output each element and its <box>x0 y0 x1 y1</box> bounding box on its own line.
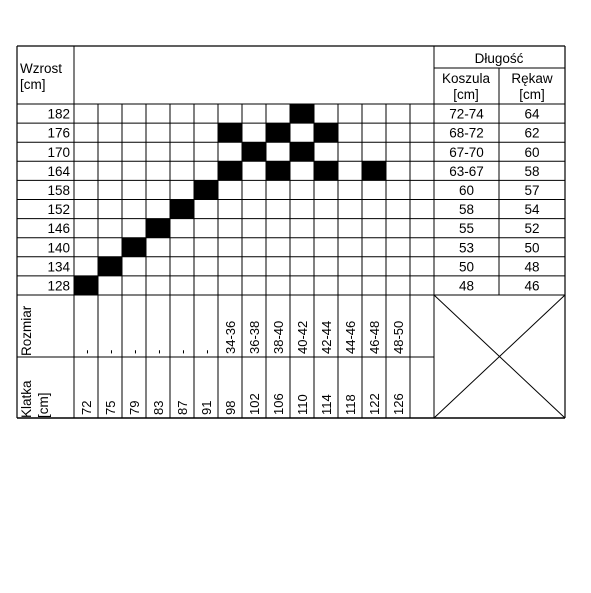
height-header-unit: [cm] <box>20 77 46 92</box>
sleeve-length-value: 52 <box>524 221 540 237</box>
filled-cell <box>314 161 338 180</box>
size-value: - <box>103 349 118 354</box>
filled-cell <box>362 161 386 180</box>
filled-cell <box>266 161 290 180</box>
height-value: 134 <box>47 259 70 275</box>
chest-value: 75 <box>103 400 118 415</box>
size-value: - <box>127 349 142 354</box>
height-header-label: Wzrost <box>20 61 62 76</box>
chest-value: 98 <box>223 400 238 415</box>
sleeve-length-value: 54 <box>524 202 540 218</box>
height-value: 146 <box>47 221 70 237</box>
filled-cell <box>194 180 218 199</box>
chest-header-unit: [cm] <box>36 392 51 418</box>
chest-value: 122 <box>367 393 382 415</box>
height-value: 164 <box>47 163 70 179</box>
chest-value: 79 <box>127 400 142 415</box>
shirt-length-value: 60 <box>458 182 475 198</box>
filled-cell <box>218 161 242 180</box>
filled-cell <box>122 238 146 257</box>
size-value: 36-38 <box>247 320 262 354</box>
filled-cell <box>170 200 194 219</box>
sleeve-length-value: 57 <box>524 182 540 198</box>
sleeve-header-unit: [cm] <box>519 87 545 102</box>
shirt-length-value: 63-67 <box>449 163 484 179</box>
shirt-length-value: 53 <box>458 240 475 256</box>
size-value: 42-44 <box>319 320 334 354</box>
chest-value: 118 <box>343 394 358 415</box>
chest-value: 126 <box>391 393 406 415</box>
filled-cell <box>314 123 338 142</box>
shirt-length-value: 50 <box>458 259 475 275</box>
height-value: 158 <box>47 182 70 198</box>
chest-value: 106 <box>271 393 286 415</box>
filled-cell <box>266 123 290 142</box>
size-value: 46-48 <box>367 320 382 354</box>
size-value: - <box>151 349 166 354</box>
size-value: 40-42 <box>295 320 310 354</box>
sleeve-length-value: 58 <box>524 163 540 179</box>
height-value: 140 <box>47 240 70 256</box>
height-value: 170 <box>47 144 70 160</box>
filled-cell <box>242 142 266 161</box>
size-value: - <box>175 349 190 354</box>
chest-value: 72 <box>79 400 94 415</box>
chest-value: 110 <box>295 394 310 415</box>
sleeve-length-value: 62 <box>524 125 540 141</box>
chest-value: 83 <box>151 400 166 415</box>
length-group-header: Długość <box>474 51 524 66</box>
shirt-length-value: 72-74 <box>449 106 484 122</box>
height-value: 182 <box>47 106 70 122</box>
sleeve-length-value: 46 <box>524 278 540 294</box>
filled-cell <box>290 142 314 161</box>
size-value: 34-36 <box>223 320 238 354</box>
size-value: 48-50 <box>391 320 406 354</box>
sleeve-length-value: 60 <box>524 144 540 160</box>
shirt-length-value: 58 <box>458 202 475 218</box>
shirt-header-label: Koszula <box>441 71 491 86</box>
shirt-header-unit: [cm] <box>453 87 479 102</box>
filled-cell <box>74 276 98 295</box>
chest-value: 87 <box>175 400 190 415</box>
chest-value: 114 <box>319 394 334 415</box>
size-value: 44-46 <box>343 320 358 354</box>
shirt-length-value: 55 <box>458 221 475 237</box>
filled-cell <box>98 257 122 276</box>
chest-header-label: Klatka <box>19 380 34 418</box>
sleeve-length-value: 50 <box>524 240 540 256</box>
filled-cell <box>218 123 242 142</box>
filled-cell <box>146 219 170 238</box>
grid-lines <box>17 46 565 418</box>
shirt-length-value: 48 <box>458 278 475 294</box>
height-value: 176 <box>47 125 70 141</box>
height-value: 128 <box>47 278 70 294</box>
size-value: - <box>199 349 214 354</box>
filled-cell <box>290 104 314 123</box>
chest-value: 102 <box>247 393 262 415</box>
size-value: 38-40 <box>271 320 286 354</box>
sleeve-header-label: Rękaw <box>511 71 553 86</box>
shirt-length-value: 67-70 <box>449 144 484 160</box>
height-value: 152 <box>47 202 70 218</box>
shirt-length-value: 68-72 <box>449 125 484 141</box>
size-header-label: Rozmiar <box>19 305 34 356</box>
sleeve-length-value: 48 <box>524 259 540 275</box>
sleeve-length-value: 64 <box>524 106 540 122</box>
size-value: - <box>79 349 94 354</box>
chest-value: 91 <box>199 400 214 415</box>
